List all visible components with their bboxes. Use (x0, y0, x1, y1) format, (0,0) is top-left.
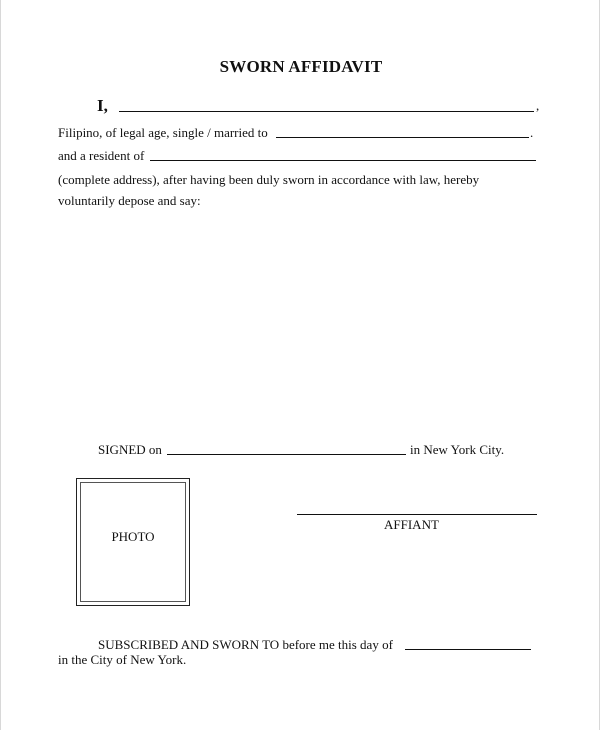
photo-box (76, 478, 190, 606)
civil-status-period: . (530, 125, 534, 140)
signed-location-text: in New York City. (410, 442, 505, 457)
photo-label: PHOTO (111, 529, 155, 544)
residence-blank[interactable] (150, 160, 536, 161)
affiant-signature-line[interactable] (297, 514, 537, 515)
affiant-prefix: I, (97, 96, 108, 115)
affiant-name-blank[interactable] (119, 111, 534, 112)
affiant-label: AFFIANT (384, 517, 439, 532)
civil-status-text: Filipino, of legal age, single / married to (58, 125, 268, 140)
document-title: SWORN AFFIDAVIT (219, 57, 383, 76)
sworn-statement-text: (complete address), after having been duly sworn in accordance with law, hereby (58, 172, 480, 187)
subscribed-text: SUBSCRIBED AND SWORN TO before me this day of (98, 637, 393, 652)
signed-date-blank[interactable] (167, 454, 406, 455)
city-text: in the City of New York. (58, 652, 187, 667)
subscribed-date-blank[interactable] (405, 649, 531, 650)
residence-text: and a resident of (58, 148, 145, 163)
spouse-name-blank[interactable] (276, 137, 529, 138)
depose-text: voluntarily depose and say: (58, 193, 201, 208)
affiant-name-comma: , (536, 98, 540, 113)
signed-on-text: SIGNED on (98, 442, 162, 457)
